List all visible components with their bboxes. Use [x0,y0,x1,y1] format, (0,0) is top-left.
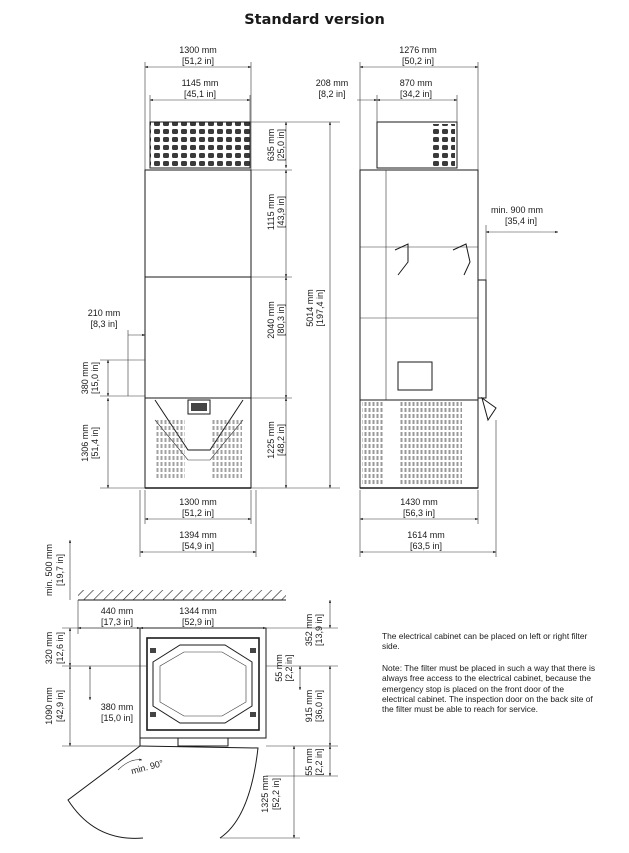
side-width-bottom-mm: 1430 mm [400,497,438,507]
front-width-top-mm: 1300 mm [179,45,217,55]
plan-view [62,540,338,838]
side-width-top-mm: 1276 mm [399,45,437,55]
front-h-condenser-in: [25,0 in] [276,128,286,162]
side-width-cabinet-mm: 870 mm [399,78,433,88]
front-h-total-in: [197,4 in] [315,289,325,327]
front-h-offset-in: [15,0 in] [90,361,100,395]
plan-width-in: [52,9 in] [181,617,215,627]
plan-left-v2-in: [42,9 in] [55,689,65,723]
front-h-lower-in: [51,4 in] [90,426,100,460]
plan-door-angle: min. 90° [129,757,165,777]
side-view [357,62,558,557]
front-condenser [150,122,250,168]
plan-right-915-in: [36,0 in] [314,689,324,723]
plan-inner-55-mm: 55 mm [274,654,284,682]
plan-right-915-mm: 915 mm [304,689,314,723]
front-middle-section [145,277,251,398]
front-h-middle-mm: 2040 mm [266,301,276,339]
front-h-base-mm: 1225 mm [266,421,276,459]
plan-bottom-55-mm: 55 mm [304,748,314,776]
plan-inner-380-in: [15,0 in] [100,713,134,723]
plan-door-swing-in: [52,2 in] [271,777,281,811]
plan-wall-clearance-in: [19,7 in] [55,553,65,587]
front-width-condenser-mm: 1145 mm [181,78,219,88]
front-view [100,62,340,557]
side-body [360,170,478,400]
front-side-offset-in: [8,3 in] [90,319,118,329]
side-inspection-door [478,280,486,398]
wall-hatch [78,590,286,600]
plan-inner-55-in: [2,2 in] [284,654,294,682]
front-width-bottom-mm: 1300 mm [179,497,217,507]
front-width-overall-mm: 1394 mm [179,530,217,540]
front-h-upper-in: [43,9 in] [276,195,286,229]
front-width-overall-in: [54,9 in] [181,541,215,551]
side-clearance-mm: min. 900 mm [490,205,544,215]
plan-left-offset-mm: 440 mm [100,606,134,616]
front-h-upper-mm: 1115 mm [266,193,276,231]
plan-left-v1-mm: 320 mm [44,631,54,665]
front-side-offset-mm: 210 mm [87,308,121,318]
side-electrical-cabinet [398,362,432,390]
front-h-middle-in: [80,3 in] [276,303,286,337]
plan-left-v1-in: [12,6 in] [55,631,65,665]
side-offset-left-mm: 208 mm [315,78,349,88]
side-width-bottom-in: [56,3 in] [402,508,436,518]
front-upper-section [145,170,251,277]
drawing-title: Standard version [244,12,385,28]
note-filter-access: Note: The filter must be placed in such a way that there is always free access to the electrical cabinet, because the emergency stop is placed on the front door of the electrical cabinet. The inspection door on the back site of the filter must be able to reach for service. [382,663,596,715]
front-h-condenser-mm: 635 mm [266,128,276,162]
plan-bottom-55-in: [2,2 in] [314,748,324,776]
front-width-condenser-in: [45,1 in] [183,89,217,99]
plan-wall-clearance-mm: min. 500 mm [44,543,54,597]
front-width-top-in: [51,2 in] [181,56,215,66]
front-h-lower-mm: 1306 mm [80,424,90,462]
front-h-offset-mm: 380 mm [80,361,90,395]
note-electrical-cabinet: The electrical cabinet can be placed on left or right filter side. [382,631,588,652]
front-width-bottom-in: [51,2 in] [181,508,215,518]
side-clearance-in: [35,4 in] [504,216,538,226]
plan-electrical-cabinet [178,738,228,746]
side-width-overall-mm: 1614 mm [407,530,445,540]
plan-door-swing-mm: 1325 mm [260,775,270,813]
side-width-cabinet-in: [34,2 in] [399,89,433,99]
plan-top-offset-mm: 352 mm [304,613,314,647]
side-width-overall-in: [63,5 in] [409,541,443,551]
side-width-top-in: [50,2 in] [401,56,435,66]
side-offset-left-in: [8,2 in] [318,89,346,99]
front-h-total-mm: 5014 mm [305,289,315,327]
front-h-base-in: [48,2 in] [276,423,286,457]
plan-left-offset-in: [17,3 in] [100,617,134,627]
plan-left-v2-mm: 1090 mm [44,687,54,725]
door-swing-arc [68,746,143,838]
plan-inner-380-mm: 380 mm [100,702,134,712]
plan-width-mm: 1344 mm [179,606,217,616]
plan-top-offset-in: [13,9 in] [314,613,324,647]
